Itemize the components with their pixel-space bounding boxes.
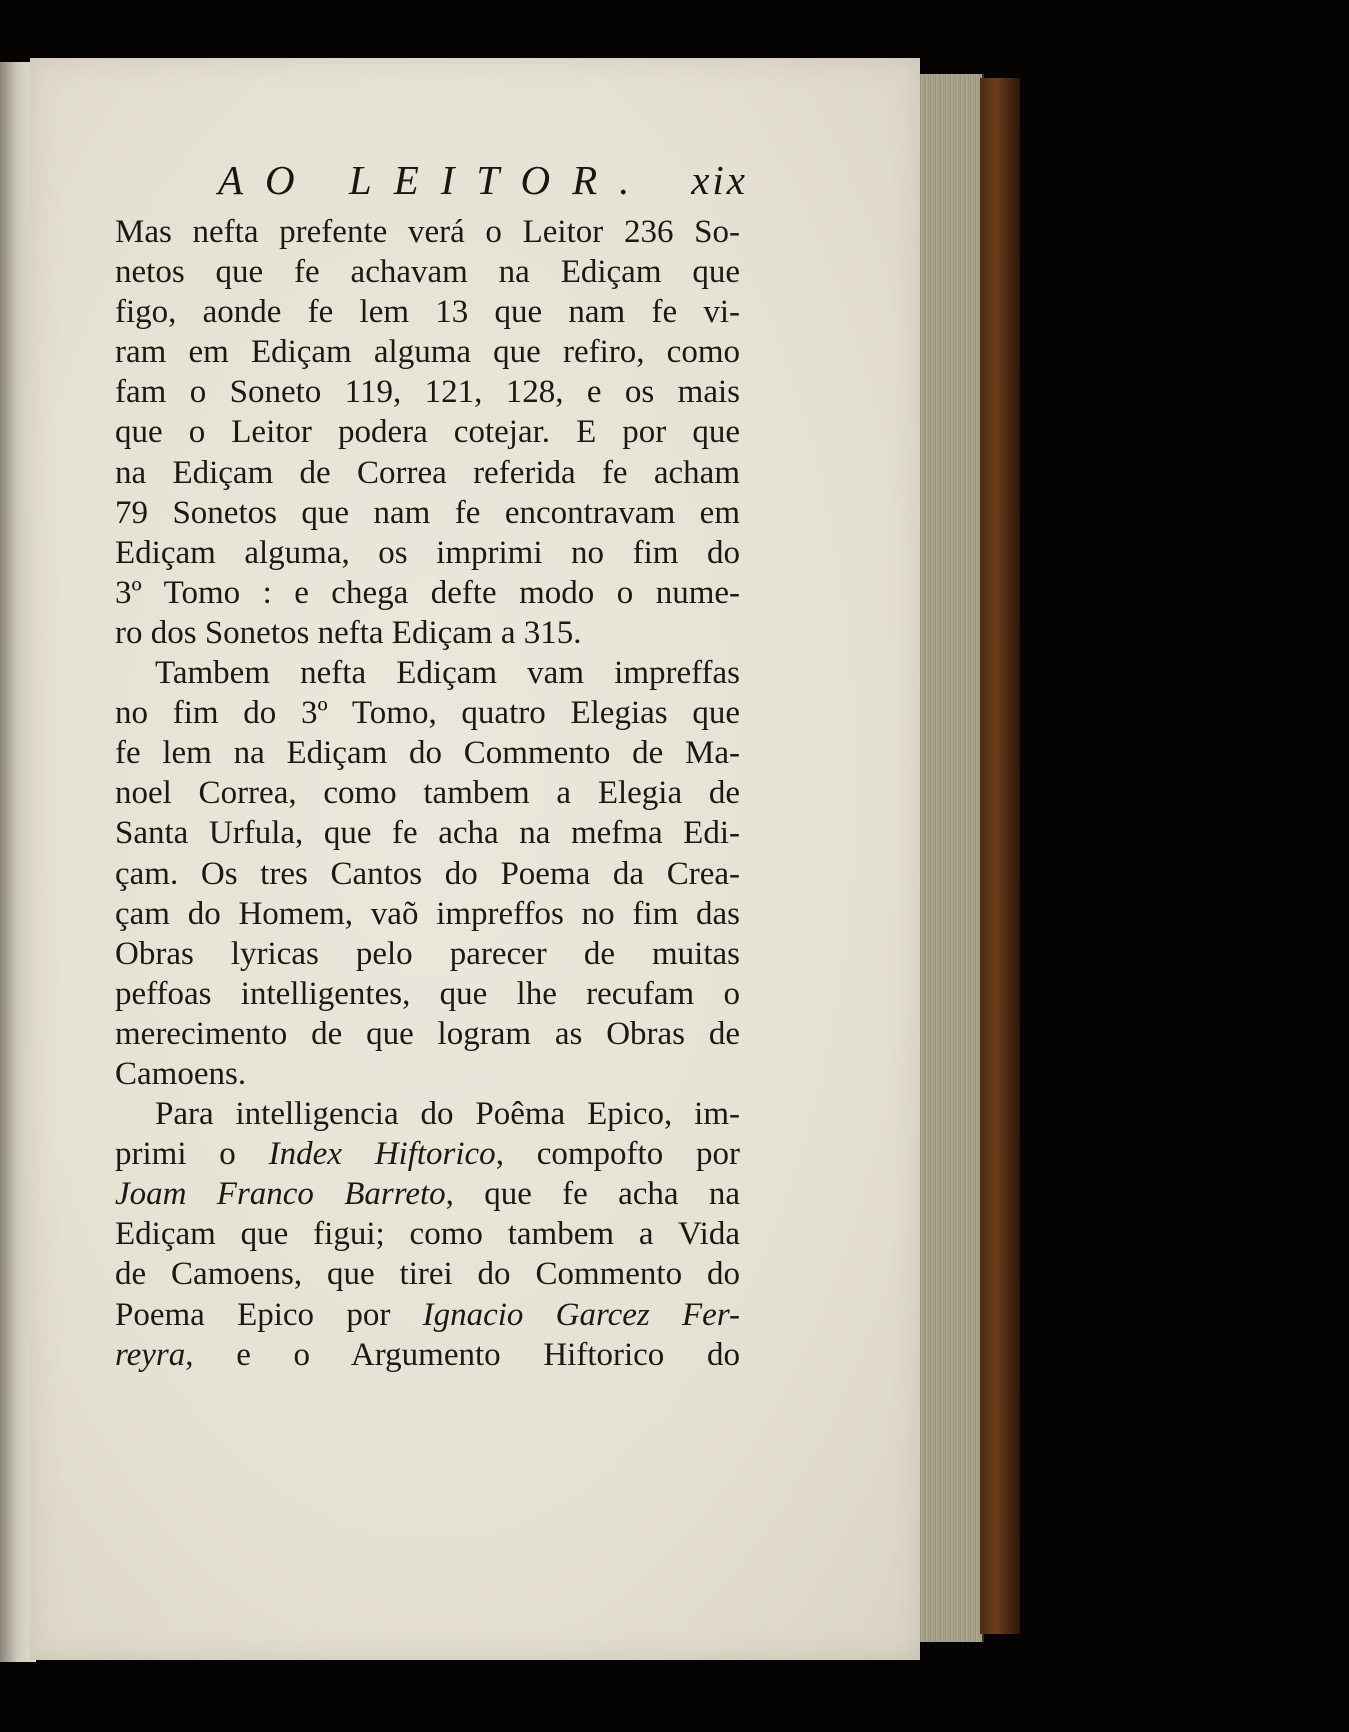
text-line	[115, 613, 740, 653]
text-segment: fam o Soneto 119, 121, 128, e os mais	[115, 374, 740, 411]
text-line	[115, 894, 740, 934]
text-segment: peffoas intelligentes, que lhe recufam o	[115, 975, 740, 1012]
text-segment: figo, aonde fe lem 13 que nam fe vi-	[115, 294, 740, 331]
italic-text-segment: Joam Franco Barreto	[115, 1176, 446, 1213]
text-line	[115, 1335, 740, 1375]
page-number: xix	[691, 157, 748, 203]
text-segment: çam. Os tres Cantos do Poema da Crea-	[115, 855, 740, 892]
text-segment: , e o Argumento Hiftorico do	[185, 1336, 740, 1373]
text-segment: Obras lyricas pelo parecer de muitas	[115, 935, 740, 972]
page-header	[218, 156, 748, 206]
text-segment: no fim do 3º Tomo, quatro Elegias que	[115, 695, 740, 732]
text-line	[115, 212, 740, 252]
text-line	[115, 1014, 740, 1054]
text-segment: fe lem na Ediçam do Commento de Ma-	[115, 735, 740, 772]
italic-text-segment: Index Hiftorico	[268, 1136, 496, 1173]
text-segment: , compofto por	[495, 1136, 740, 1173]
text-line	[115, 1295, 740, 1335]
text-segment: çam do Homem, vaõ impreffos no fim das	[115, 895, 740, 932]
text-segment: netos que fe achavam na Ediçam que	[115, 254, 740, 291]
text-line	[115, 653, 740, 693]
text-segment: que o Leitor podera cotejar. E por que	[115, 414, 740, 451]
text-segment: Ediçam alguma, os imprimi no fim do	[115, 534, 740, 571]
text-line	[115, 773, 740, 813]
text-line	[115, 1054, 740, 1094]
text-segment: na Ediçam de Correa referida fe acham	[115, 454, 740, 491]
text-line	[115, 813, 740, 853]
text-line	[115, 974, 740, 1014]
text-line	[115, 1134, 740, 1174]
text-line	[115, 1094, 740, 1134]
text-line	[115, 332, 740, 372]
text-segment: Mas nefta prefente verá o Leitor 236 So-	[115, 214, 740, 250]
body-text	[115, 212, 740, 1375]
text-segment: Camoens.	[115, 1055, 247, 1092]
text-segment: Poema Epico por	[115, 1296, 423, 1333]
text-line	[115, 493, 740, 533]
text-segment: de Camoens, que tirei do Commento do	[115, 1256, 740, 1293]
italic-text-segment: Ignacio Garcez Fer-	[422, 1296, 740, 1333]
text-line	[115, 693, 740, 733]
text-segment: Santa Urfula, que fe acha na mefma Edi-	[115, 815, 740, 852]
italic-text-segment: reyra	[115, 1336, 186, 1373]
text-line	[115, 453, 740, 493]
text-line	[115, 292, 740, 332]
text-line	[115, 573, 740, 613]
text-segment: ro dos Sonetos nefta Ediçam a 315.	[115, 614, 582, 651]
text-segment: noel Correa, como tambem a Elegia de	[115, 775, 740, 812]
text-line	[115, 1174, 740, 1214]
text-segment: Para intelligencia do Poêma Epico, im-	[155, 1096, 740, 1133]
text-line	[115, 934, 740, 974]
text-segment: Ediçam que figui; como tambem a Vida	[115, 1216, 740, 1253]
text-line	[115, 1254, 740, 1294]
text-segment: primi o	[115, 1136, 269, 1173]
text-segment: 79 Sonetos que nam fe encontravam em	[115, 494, 740, 531]
book-cover-edge	[980, 78, 1020, 1634]
text-line	[115, 854, 740, 894]
page-fore-edge	[920, 74, 984, 1642]
text-segment: merecimento de que logram as Obras de	[115, 1015, 740, 1052]
text-line	[115, 1214, 740, 1254]
text-segment: Tambem nefta Ediçam vam impreffas	[155, 655, 740, 692]
text-segment: 3º Tomo : e chega defte modo o nume-	[115, 574, 740, 611]
text-segment: ram em Ediçam alguma que refiro, como	[115, 334, 740, 371]
text-line	[115, 412, 740, 452]
text-segment: , que fe acha na	[445, 1176, 741, 1213]
text-line	[115, 252, 740, 292]
text-line	[115, 372, 740, 412]
text-line	[115, 733, 740, 773]
running-title: AO LEITOR.	[218, 157, 652, 203]
text-line	[115, 533, 740, 573]
